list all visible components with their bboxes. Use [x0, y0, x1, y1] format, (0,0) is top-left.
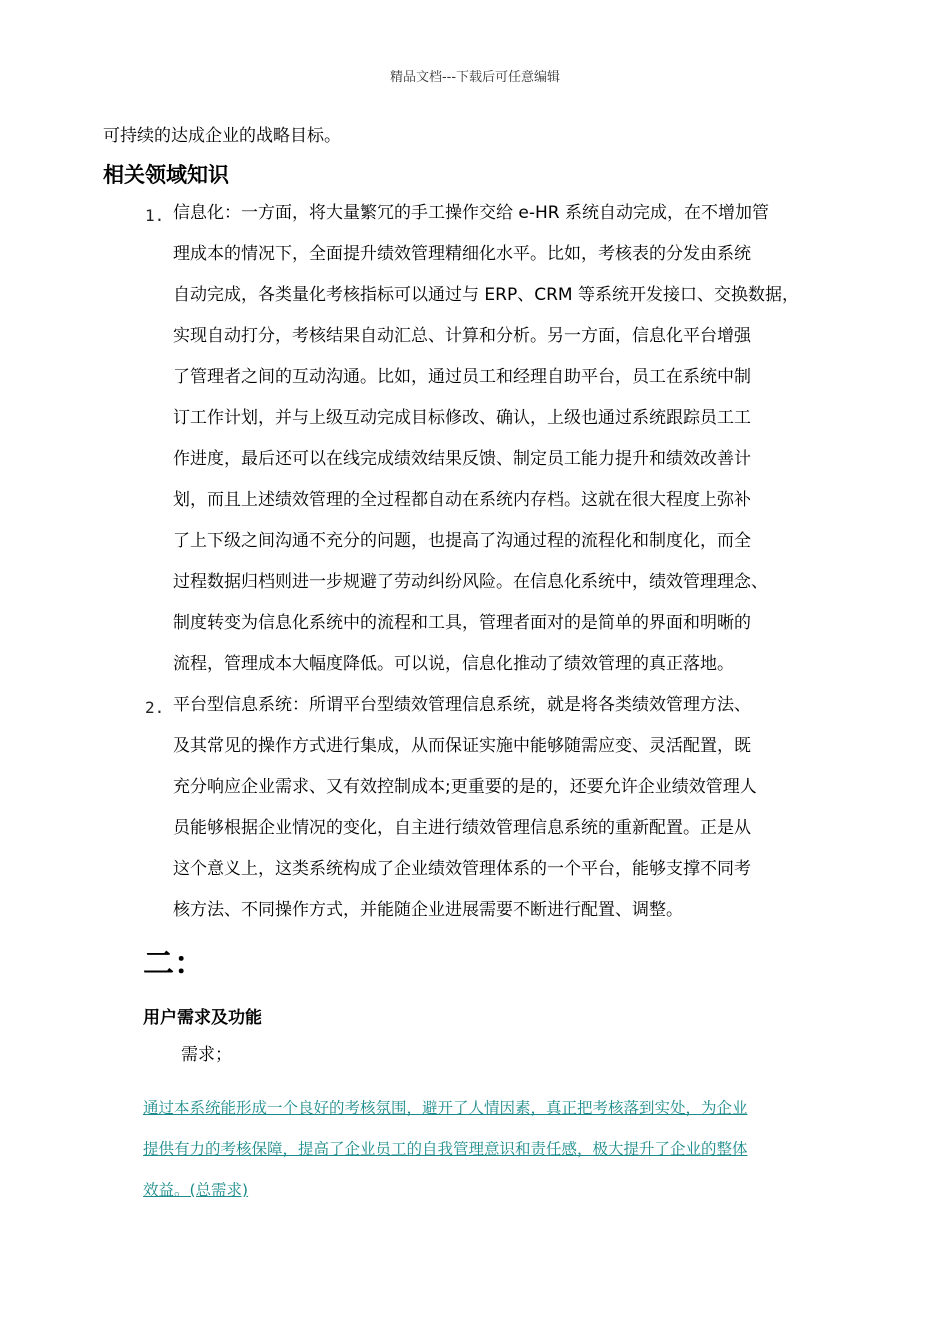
overall-requirement-link[interactable]	[143, 1088, 823, 1211]
item-1-line: 了上下级之间沟通不充分的问题，也提高了沟通过程的流程化和制度化，而全	[173, 531, 751, 551]
list-number-1: 1.	[145, 206, 165, 225]
item-2-line: 员能够根据企业情况的变化，自主进行绩效管理信息系统的重新配置。正是从	[173, 818, 751, 838]
item-1-line: 流程，管理成本大幅度降低。可以说，信息化推动了绩效管理的真正落地。	[173, 654, 734, 674]
intro-line: 可持续的达成企业的战略目标。	[103, 126, 341, 146]
item-1-line: 作进度，最后还可以在线完成绩效结果反馈、制定员工能力提升和绩效改善计	[173, 449, 751, 469]
needs-label: 需求；	[181, 1045, 232, 1065]
page-header: 精品文档---下载后可任意编辑	[389, 70, 561, 85]
item-2-line: 充分响应企业需求、又有效控制成本;更重要的是的，还要允许企业绩效管理人	[173, 777, 757, 797]
list-item-2	[173, 685, 863, 931]
section-heading-user-needs: 用户需求及功能	[143, 1008, 262, 1028]
item-1-line: 制度转变为信息化系统中的流程和工具，管理者面对的是简单的界面和明晰的	[173, 613, 751, 633]
item-1-line: 自动完成，各类量化考核指标可以通过与 ERP、CRM 等系统开发接口、交换数据，	[173, 285, 799, 305]
section-heading-related: 相关领域知识	[103, 163, 229, 187]
item-1-line: 理成本的情况下，全面提升绩效管理精细化水平。比如，考核表的分发由系统	[173, 244, 751, 264]
item-1-line: 信息化：一方面，将大量繁冗的手工操作交给 e-HR 系统自动完成，在不增加管	[173, 203, 769, 223]
item-2-line: 平台型信息系统：所谓平台型绩效管理信息系统，就是将各类绩效管理方法、	[173, 695, 751, 715]
item-2-line: 及其常见的操作方式进行集成，从而保证实施中能够随需应变、灵活配置，既	[173, 736, 751, 756]
item-2-line: 核方法、不同操作方式，并能随企业进展需要不断进行配置、调整。	[173, 900, 683, 920]
link-line[interactable]: 效益。(总需求)	[143, 1181, 249, 1199]
section-heading-two: 二：	[143, 946, 205, 982]
list-item-1	[173, 193, 863, 685]
item-1-line: 划，而且上述绩效管理的全过程都自动在系统内存档。这就在很大程度上弥补	[173, 490, 751, 510]
link-line[interactable]: 提供有力的考核保障，提高了企业员工的自我管理意识和责任感，极大提升了企业的整体	[143, 1140, 748, 1158]
item-1-line: 了管理者之间的互动沟通。比如，通过员工和经理自助平台，员工在系统中制	[173, 367, 751, 387]
item-1-line: 过程数据归档则进一步规避了劳动纠纷风险。在信息化系统中，绩效管理理念、	[173, 572, 768, 592]
item-1-line: 订工作计划，并与上级互动完成目标修改、确认，上级也通过系统跟踪员工工	[173, 408, 751, 428]
list-number-2: 2.	[145, 698, 165, 717]
item-2-line: 这个意义上，这类系统构成了企业绩效管理体系的一个平台，能够支撑不同考	[173, 859, 751, 879]
link-line[interactable]: 通过本系统能形成一个良好的考核氛围，避开了人情因素，真正把考核落到实处，为企业	[143, 1099, 748, 1117]
item-1-line: 实现自动打分，考核结果自动汇总、计算和分析。另一方面，信息化平台增强	[173, 326, 751, 346]
